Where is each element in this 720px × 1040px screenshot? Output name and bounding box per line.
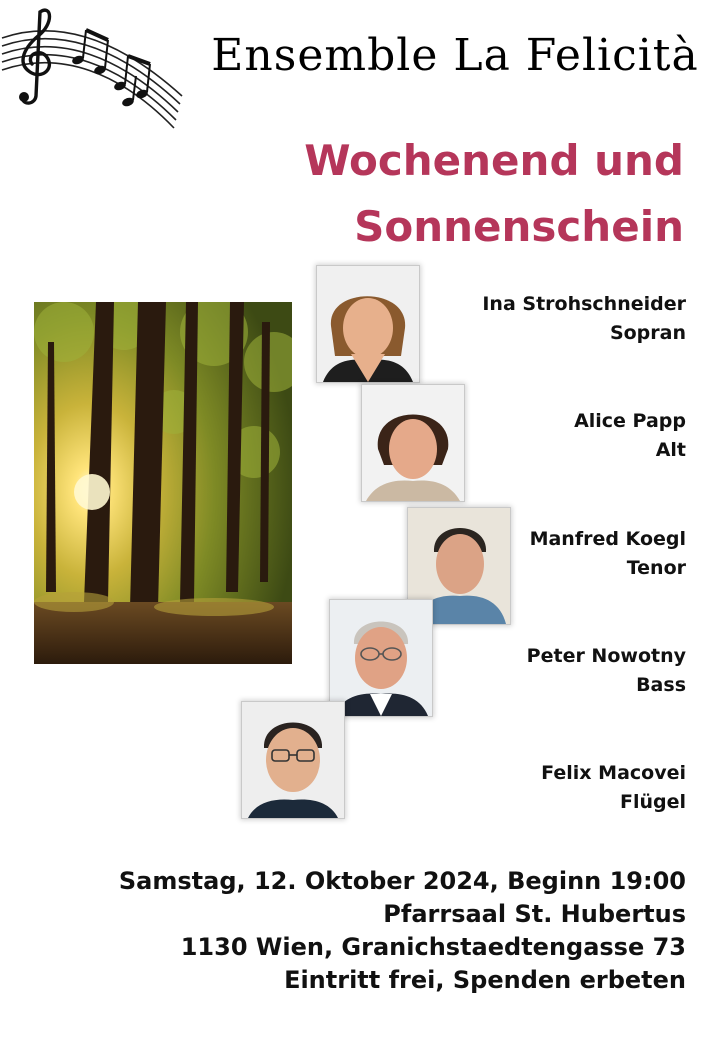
- ensemble-name: Ensemble La Felicità: [211, 30, 699, 81]
- performer-name: Alice Papp: [574, 410, 686, 432]
- portrait-ina-strohschneider: [317, 266, 419, 382]
- title-line-1: Wochenend und: [304, 136, 684, 185]
- concert-title: [224, 128, 684, 260]
- performer-5: [426, 759, 686, 817]
- performer-name: Ina Strohschneider: [482, 293, 686, 315]
- music-staff-icon: [0, 0, 190, 135]
- event-admission: Eintritt frei, Spenden erbeten: [284, 966, 686, 994]
- performer-name: Peter Nowotny: [526, 645, 686, 667]
- event-address: 1130 Wien, Granichstaedtengasse 73: [180, 933, 686, 961]
- performer-1: [426, 290, 686, 348]
- performer-4: [426, 642, 686, 700]
- performer-role: Alt: [655, 439, 686, 461]
- performer-role: Sopran: [609, 322, 686, 344]
- performer-role: Bass: [636, 674, 686, 696]
- title-line-2: Sonnenschein: [354, 202, 684, 251]
- event-venue: Pfarrsaal St. Hubertus: [383, 900, 686, 928]
- performer-role: Tenor: [626, 557, 686, 579]
- event-details: [46, 865, 686, 997]
- performer-name: Felix Macovei: [541, 762, 686, 784]
- performer-2: [426, 407, 686, 465]
- performer-name: Manfred Koegl: [529, 528, 686, 550]
- portrait-peter-nowotny: [330, 600, 432, 716]
- performer-role: Flügel: [619, 791, 686, 813]
- event-date-time: Samstag, 12. Oktober 2024, Beginn 19:00: [118, 867, 686, 895]
- portrait-felix-macovei: [242, 702, 344, 818]
- forest-sunlight-image: [34, 302, 292, 664]
- performer-3: [426, 525, 686, 583]
